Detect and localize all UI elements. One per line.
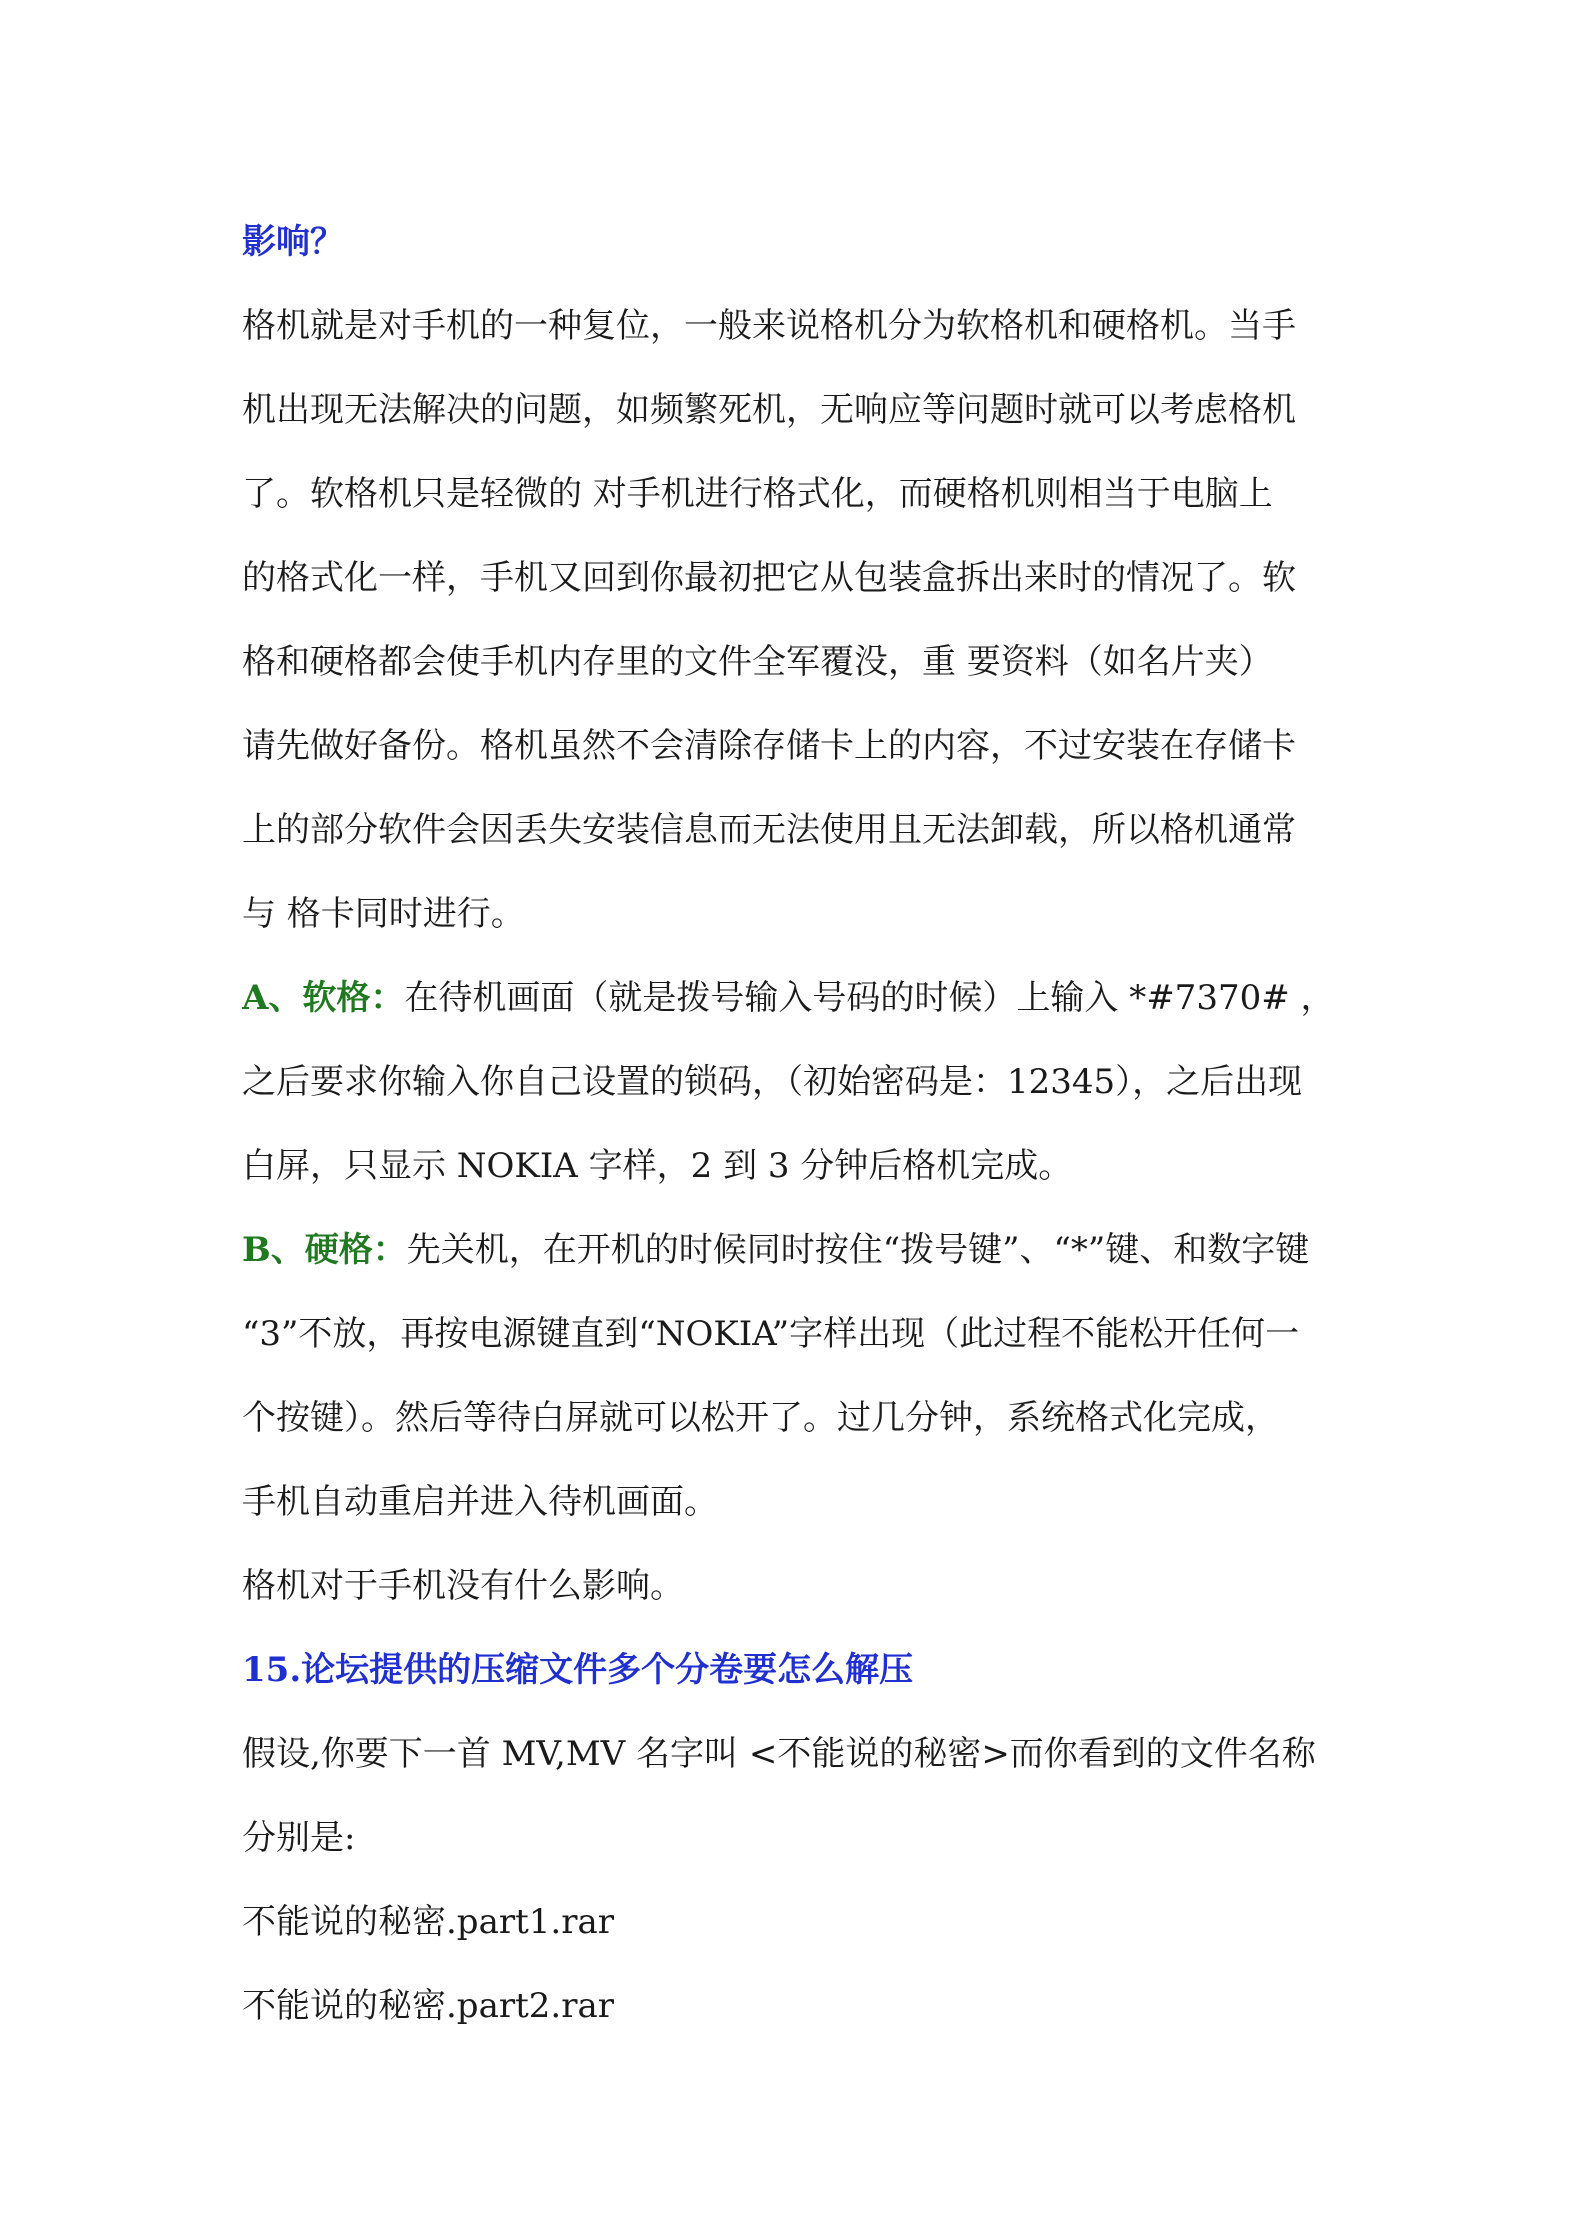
paragraph-line: 与 格卡同时进行。 <box>242 894 525 934</box>
paragraph-line: 格和硬格都会使手机内存里的文件全军覆没，重 要资料（如名片夹） <box>242 642 1273 682</box>
paragraph-line: 机出现无法解决的问题，如频繁死机，无响应等问题时就可以考虑格机 <box>242 390 1296 430</box>
paragraph-line: 分别是: <box>242 1818 356 1858</box>
paragraph-line: “3”不放，再按电源键直到“NOKIA”字样出现（此过程不能松开任何一 <box>242 1314 1300 1354</box>
conclusion-line: 格机对于手机没有什么影响。 <box>242 1566 684 1606</box>
paragraph-line: 假设,你要下一首 MV,MV 名字叫 <不能说的秘密>而你看到的文件名称 <box>242 1734 1316 1774</box>
file-name: 不能说的秘密.part1.rar <box>242 1902 614 1942</box>
heading-question-15: 15.论坛提供的压缩文件多个分卷要怎么解压 <box>242 1650 914 1690</box>
paragraph-line: 请先做好备份。格机虽然不会清除存储卡上的内容，不过安装在存储卡 <box>242 726 1296 766</box>
soft-format-label: A、软格： <box>242 978 405 1018</box>
paragraph-line: 的格式化一样，手机又回到你最初把它从包装盒拆出来时的情况了。软 <box>242 558 1296 598</box>
file-name: 不能说的秘密.part2.rar <box>242 1986 614 2026</box>
section-soft-format <box>242 956 1352 1208</box>
paragraph-format-explanation <box>242 284 1352 956</box>
section-hard-format <box>242 1208 1352 1544</box>
paragraph-line: 格机就是对手机的一种复位，一般来说格机分为软格机和硬格机。当手 <box>242 306 1296 346</box>
paragraph-question-15 <box>242 1712 1352 1880</box>
heading-impact: 影响？ <box>242 222 344 262</box>
paragraph-line: 个按键）。然后等待白屏就可以松开了。过几分钟，系统格式化完成， <box>242 1398 1279 1438</box>
document-page <box>242 200 1352 2048</box>
file-list <box>242 1880 1352 2048</box>
paragraph-line: 上的部分软件会因丢失安装信息而无法使用且无法卸载，所以格机通常 <box>242 810 1296 850</box>
soft-format-text: 在待机画面（就是拨号输入号码的时候）上输入 *#7370# ， <box>404 978 1335 1018</box>
soft-format-first-line <box>242 956 1352 1040</box>
hard-format-text: 先关机，在开机的时候同时按住“拨号键”、“*”键、和数字键 <box>406 1230 1310 1270</box>
paragraph-line: 白屏，只显示 NOKIA 字样，2 到 3 分钟后格机完成。 <box>242 1146 1073 1186</box>
hard-format-label: B、硬格： <box>242 1230 407 1270</box>
hard-format-first-line <box>242 1208 1352 1292</box>
paragraph-line: 手机自动重启并进入待机画面。 <box>242 1482 718 1522</box>
paragraph-line: 了。软格机只是轻微的 对手机进行格式化，而硬格机则相当于电脑上 <box>242 474 1273 514</box>
paragraph-line: 之后要求你输入你自己设置的锁码，（初始密码是：12345），之后出现 <box>242 1062 1303 1102</box>
